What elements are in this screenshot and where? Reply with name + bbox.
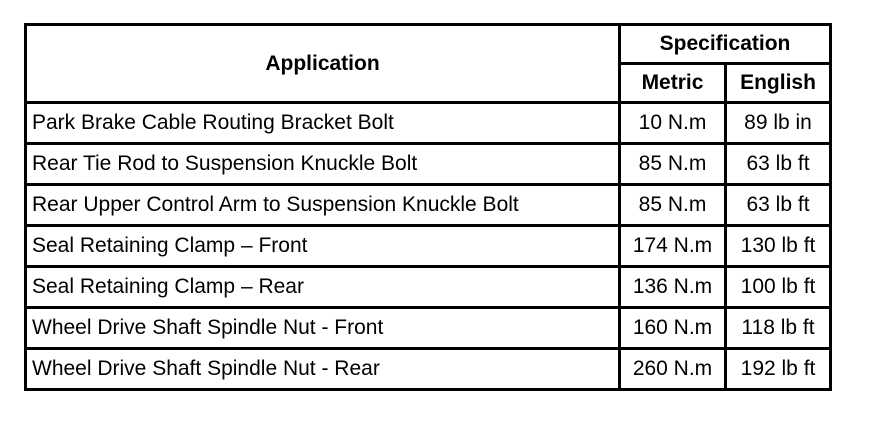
table-row [26,226,831,267]
table-row [26,103,831,144]
english-cell: 100 lb ft [726,267,831,308]
application-cell: Park Brake Cable Routing Bracket Bolt [26,103,620,144]
metric-cell: 10 N.m [620,103,726,144]
application-cell: Rear Upper Control Arm to Suspension Knuckle Bolt [26,185,620,226]
application-cell: Wheel Drive Shaft Spindle Nut - Rear [26,349,620,390]
table-row [26,144,831,185]
application-cell: Seal Retaining Clamp – Rear [26,267,620,308]
table-row [26,308,831,349]
metric-cell: 174 N.m [620,226,726,267]
metric-cell: 85 N.m [620,185,726,226]
english-cell: 118 lb ft [726,308,831,349]
metric-cell: 136 N.m [620,267,726,308]
metric-cell: 160 N.m [620,308,726,349]
application-header: Application [26,25,620,103]
english-cell: 63 lb ft [726,185,831,226]
english-header: English [726,64,831,103]
metric-cell: 85 N.m [620,144,726,185]
english-cell: 63 lb ft [726,144,831,185]
fastener-spec-table [24,23,832,391]
table-row [26,185,831,226]
metric-cell: 260 N.m [620,349,726,390]
application-cell: Wheel Drive Shaft Spindle Nut - Front [26,308,620,349]
header-row-top [26,25,831,64]
english-cell: 89 lb in [726,103,831,144]
metric-header: Metric [620,64,726,103]
table-row [26,267,831,308]
table-row [26,349,831,390]
specification-header: Specification [620,25,831,64]
application-cell: Seal Retaining Clamp – Front [26,226,620,267]
application-cell: Rear Tie Rod to Suspension Knuckle Bolt [26,144,620,185]
english-cell: 192 lb ft [726,349,831,390]
english-cell: 130 lb ft [726,226,831,267]
